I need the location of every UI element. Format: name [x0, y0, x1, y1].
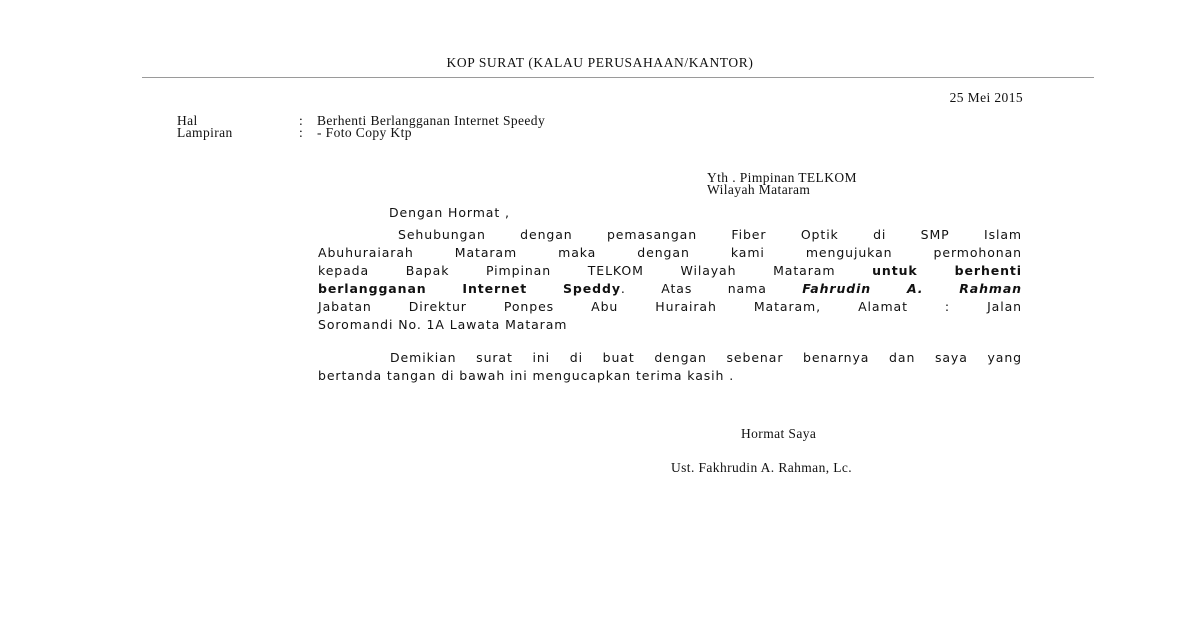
recipient-line-1: Yth . Pimpinan TELKOM — [707, 170, 857, 185]
paragraph-line: Sehubungan dengan pemasangan Fiber Optik di SMP Islam — [398, 227, 1022, 242]
recipient-line-2: Wilayah Mataram — [707, 182, 811, 197]
subject-value: Berhenti Berlangganan Internet Speedy — [317, 113, 546, 128]
paragraph-bold-text: berlangganan Internet Speddy — [318, 281, 621, 296]
paragraph-line: Soromandi No. 1A Lawata Mataram — [318, 317, 568, 332]
letter-date: 25 Mei 2015 — [949, 90, 1023, 105]
paragraph-bold-text: untuk berhenti — [872, 263, 1022, 278]
paragraph-line: bertanda tangan di bawah ini mengucapkan terima kasih . — [318, 368, 735, 383]
attachment-value: - Foto Copy Ktp — [317, 125, 412, 140]
subject-colon: : — [299, 113, 304, 128]
paragraph-line: Abuhuraiarah Mataram maka dengan kami mengujukan permohonan — [318, 245, 1022, 260]
attachment-label: Lampiran — [177, 125, 233, 140]
paragraph-line: Demikian surat ini di buat dengan sebenar benarnya dan saya yang — [390, 350, 1022, 365]
paragraph-line — [318, 280, 1022, 298]
signer-name: Ust. Fakhrudin A. Rahman, Lc. — [671, 460, 853, 475]
paragraph-line: Jabatan Direktur Ponpes Abu Hurairah Mataram, Alamat : Jalan — [318, 299, 1022, 314]
letterhead-title: KOP SURAT (KALAU PERUSAHAAN/KANTOR) — [446, 55, 754, 70]
letterhead-divider — [142, 77, 1094, 78]
sender-name-emphasis: Fahrudin A. Rahman — [802, 281, 1022, 296]
closing-salutation: Hormat Saya — [741, 426, 817, 441]
paragraph-text: kepada Bapak Pimpinan TELKOM Wilayah Mataram — [318, 263, 873, 278]
greeting: Dengan Hormat , — [389, 205, 510, 220]
attachment-colon: : — [299, 125, 304, 140]
subject-label: Hal — [177, 113, 198, 128]
paragraph-text: . Atas nama — [620, 281, 803, 296]
paragraph-line — [318, 262, 1022, 280]
